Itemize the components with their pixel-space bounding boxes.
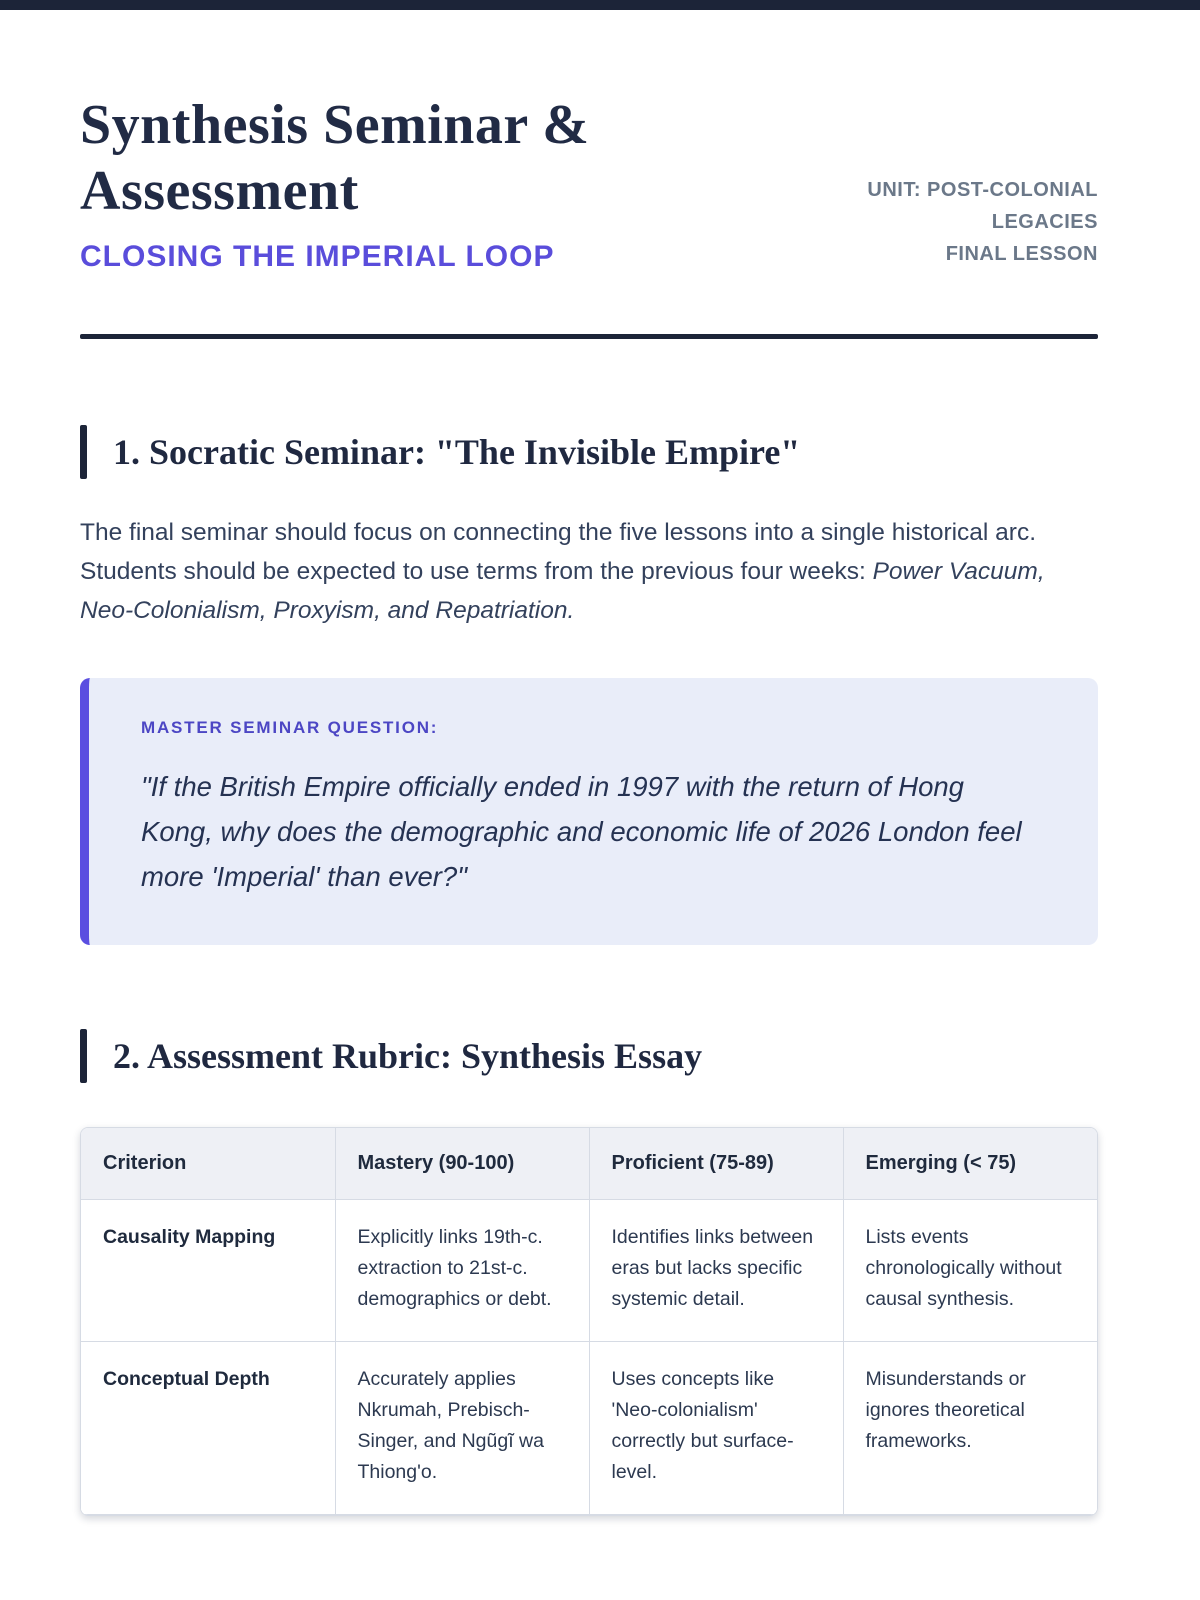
unit-meta (867, 174, 1098, 274)
callout-label: MASTER SEMINAR QUESTION: (141, 718, 439, 737)
table-row (81, 1200, 1097, 1342)
rubric-row1-emerging: Lists events chronologically without causal synthesis. (843, 1200, 1097, 1342)
section1-paragraph-italic: Power Vacuum, Neo-Colonialism, Proxyism, and Repatriation. (80, 558, 1045, 624)
rubric-row2-mastery: Accurately applies Nkrumah, Prebisch-Singer, and Ngũgĩ wa Thiong'o. (335, 1342, 589, 1515)
section1-paragraph (80, 513, 1098, 630)
callout-quote: "If the British Empire officially ended in 1997 with the return of Hong Kong, why does the demographic and economic life of 2026 London feel more 'Imperial' than ever?" (141, 771, 1022, 892)
section1-heading-bar (80, 425, 87, 479)
table-row (81, 1342, 1097, 1515)
rubric-row2-emerging: Misunderstands or ignores theoretical frameworks. (843, 1342, 1097, 1515)
section1-heading-text: 1. Socratic Seminar: "The Invisible Empire" (113, 432, 801, 472)
top-accent-bar (0, 0, 1200, 10)
section1-heading (80, 425, 1098, 479)
section2-heading (80, 1029, 1098, 1083)
page-title-line2: Assessment (80, 160, 359, 222)
rubric-table (81, 1128, 1097, 1515)
unit-meta-line3: FINAL LESSON (945, 243, 1098, 265)
page-title-line1: Synthesis Seminar & (80, 94, 590, 156)
rubric-header-proficient: Proficient (75-89) (589, 1128, 843, 1200)
rubric-row1-proficient: Identifies links between eras but lacks specific systemic detail. (589, 1200, 843, 1342)
rubric-header-row (81, 1128, 1097, 1200)
document-header (80, 92, 1098, 274)
rubric-table-wrap (80, 1127, 1098, 1516)
rubric-row2-proficient: Uses concepts like 'Neo-colonialism' correctly but surface-level. (589, 1342, 843, 1515)
title-block (80, 92, 589, 274)
section2-heading-text: 2. Assessment Rubric: Synthesis Essay (113, 1036, 703, 1076)
rubric-header-emerging: Emerging (< 75) (843, 1128, 1097, 1200)
rubric-header-mastery: Mastery (90-100) (335, 1128, 589, 1200)
rubric-row2-criterion: Conceptual Depth (81, 1342, 335, 1515)
page-content (0, 92, 1200, 1516)
section1-paragraph-normal: The final seminar should focus on connecting the five lessons into a single historical arc. Students should be expected to use terms from the previous four weeks: (80, 519, 1037, 585)
header-divider (80, 334, 1098, 339)
rubric-row1-mastery: Explicitly links 19th-c. extraction to 21st-c. demographics or debt. (335, 1200, 589, 1342)
rubric-row1-criterion: Causality Mapping (81, 1200, 335, 1342)
section2-heading-bar (80, 1029, 87, 1083)
page-subtitle: CLOSING THE IMPERIAL LOOP (80, 240, 555, 273)
page-title (80, 92, 589, 224)
master-question-callout (80, 678, 1098, 945)
unit-meta-line1: UNIT: POST-COLONIAL (867, 179, 1098, 201)
rubric-header-criterion: Criterion (81, 1128, 335, 1200)
unit-meta-line2: LEGACIES (991, 211, 1098, 233)
